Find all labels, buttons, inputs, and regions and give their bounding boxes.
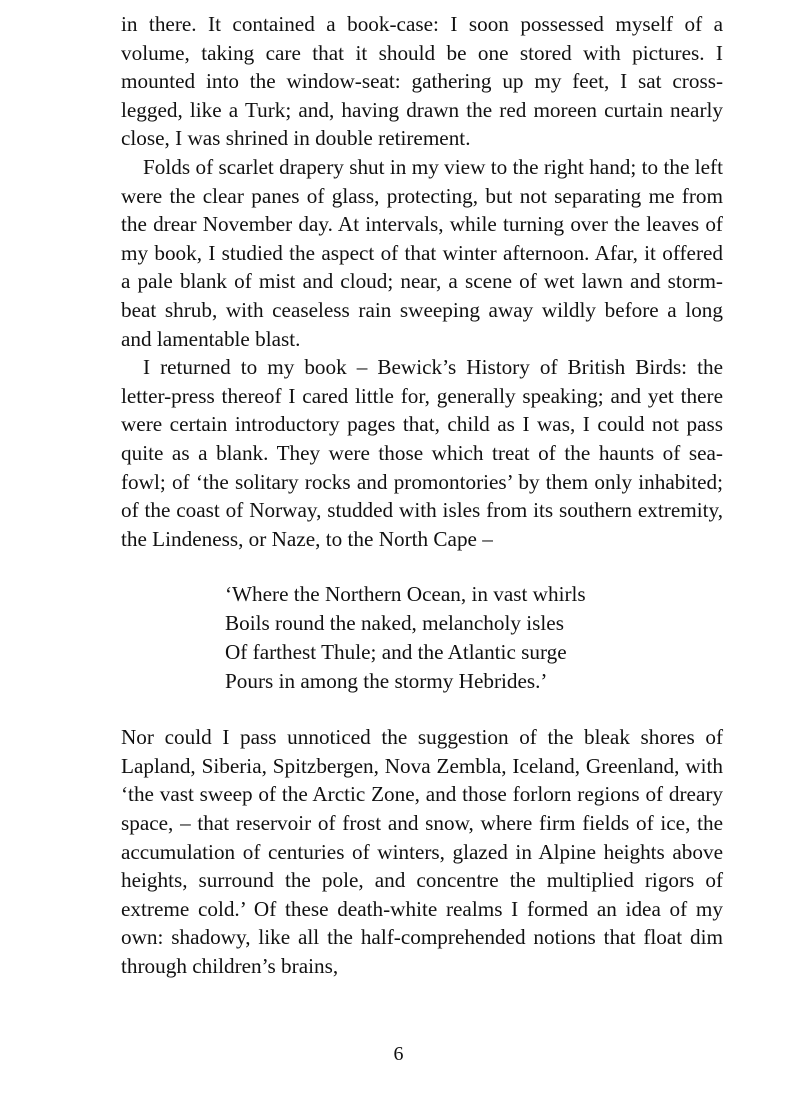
paragraph-3: I returned to my book – Bewick’s History of British Birds: the letter-press thereof I cared little for, generally speaking; and yet there were certain introductory pages that, child as I was, I could not pass quite as a blank. They were those which treat of the haunts of sea-fowl; of ‘the solitary rocks and promontories’ by them only inhabited; of the coast of Norway, studded with isles from its southern extremity, the Lindeness, or Naze, to the North Cape – xyxy=(121,355,723,551)
paragraph-1: in there. It contained a book-case: I soon possessed myself of a volume, taking care that it should be one stored with pictures. I mounted into the window-seat: gathering up my feet, I sat cross-legged, like a Turk; and, having drawn the red moreen curtain nearly close, I was shrined in double retirement. xyxy=(121,12,723,151)
page-number: 6 xyxy=(393,1043,404,1065)
paragraph-2: Folds of scarlet drapery shut in my view to the right hand; to the left were the clear panes of glass, protecting, but not separating me from the drear November day. At intervals, while turning over the leaves of my book, I studied the aspect of that winter afternoon. Afar, it offered a pale blank of mist and cloud; near, a scene of wet lawn and storm-beat shrub, with ceaseless rain sweeping away wildly before a long and lamentable blast. xyxy=(121,154,723,351)
verse-line-4: Pours in among the stormy Hebrides.’ xyxy=(225,669,548,694)
verse-line-1: ‘Where the Northern Ocean, in vast whirls xyxy=(225,582,586,607)
verse-line-3: Of farthest Thule; and the Atlantic surge xyxy=(225,640,567,665)
page-body xyxy=(121,10,723,981)
verse-quote xyxy=(225,580,723,696)
verse-line-2: Boils round the naked, melancholy isles xyxy=(225,611,564,636)
paragraph-4: Nor could I pass unnoticed the suggestion of the bleak shores of Lapland, Siberia, Spitzbergen, Nova Zembla, Iceland, Greenland, with ‘the vast sweep of the Arctic Zone, and those forlorn regions of dreary space, – that reservoir of frost and snow, where firm fields of ice, the accumulation of centuries of winters, glazed in Alpine heights above heights, surround the pole, and concentre the multiplied rigors of extreme cold.’ Of these death-white realms I formed an idea of my own: shadowy, like all the half-comprehended notions that float dim through children’s brains, xyxy=(121,725,723,979)
